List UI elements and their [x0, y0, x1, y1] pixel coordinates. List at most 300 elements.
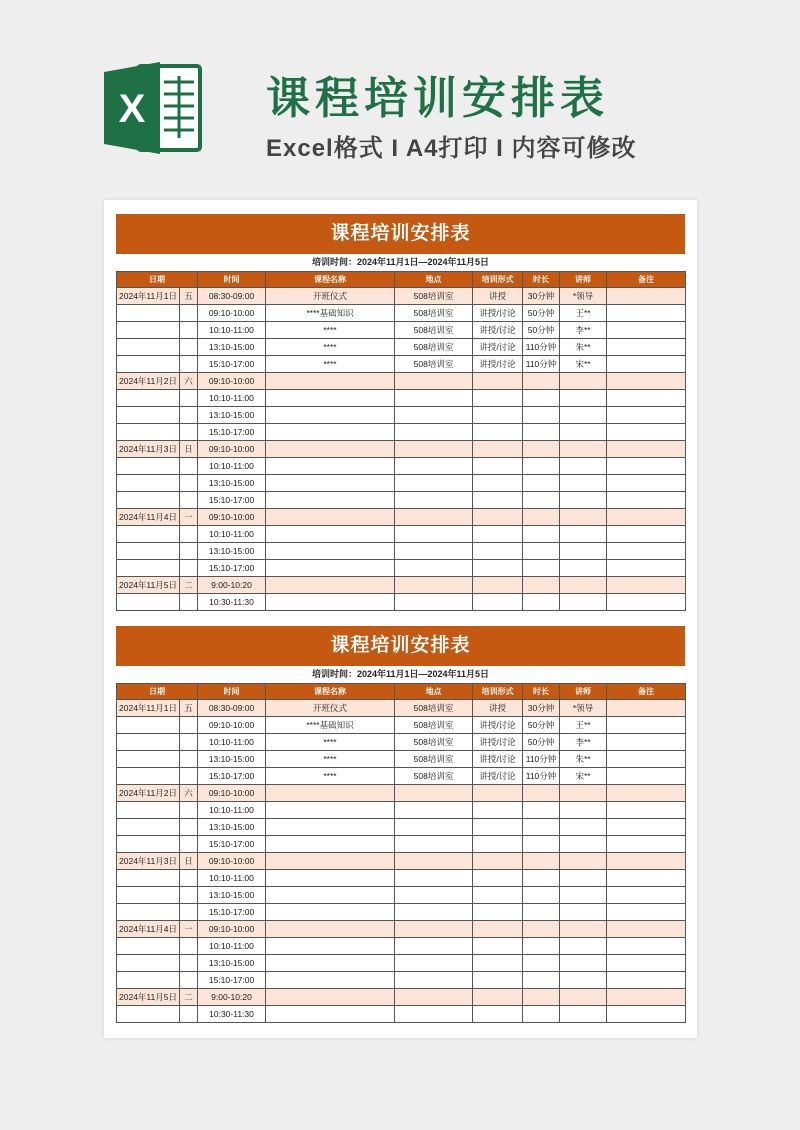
cell-course [266, 424, 395, 441]
cell-format: 讲授/讨论 [473, 356, 523, 373]
cell-date [117, 458, 180, 475]
cell-remark [607, 802, 686, 819]
cell-time: 10:10-11:00 [198, 322, 266, 339]
excel-icon [104, 60, 204, 156]
column-header-date: 日期 [117, 272, 198, 288]
cell-time: 13:10-15:00 [198, 955, 266, 972]
cell-format: 讲授/讨论 [473, 339, 523, 356]
cell-duration [523, 785, 560, 802]
cell-date [117, 560, 180, 577]
cell-course [266, 543, 395, 560]
cell-format [473, 785, 523, 802]
cell-course [266, 1006, 395, 1023]
cell-duration [523, 424, 560, 441]
cell-remark [607, 543, 686, 560]
cell-duration [523, 921, 560, 938]
cell-time: 09:10-10:00 [198, 509, 266, 526]
cell-location: 508培训室 [395, 322, 473, 339]
cell-date: 2024年11月1日 [117, 700, 180, 717]
cell-time: 10:10-11:00 [198, 390, 266, 407]
cell-format [473, 989, 523, 1006]
cell-lecturer [560, 1006, 607, 1023]
cell-duration: 50分钟 [523, 322, 560, 339]
cell-duration [523, 492, 560, 509]
cell-course [266, 802, 395, 819]
cell-date [117, 734, 180, 751]
cell-location: 508培训室 [395, 751, 473, 768]
cell-lecturer [560, 560, 607, 577]
table-row [117, 870, 686, 887]
cell-format [473, 887, 523, 904]
page-title: 课程培训安排表 [266, 74, 609, 123]
table-row [117, 288, 686, 305]
cell-remark [607, 887, 686, 904]
cell-weekday: 二 [180, 989, 198, 1006]
cell-time: 13:10-15:00 [198, 751, 266, 768]
cell-course [266, 955, 395, 972]
cell-time: 15:10-17:00 [198, 424, 266, 441]
cell-time: 15:10-17:00 [198, 492, 266, 509]
cell-duration [523, 904, 560, 921]
cell-course [266, 390, 395, 407]
table-row [117, 543, 686, 560]
cell-remark [607, 921, 686, 938]
cell-location: 508培训室 [395, 288, 473, 305]
cell-location [395, 577, 473, 594]
cell-location [395, 424, 473, 441]
cell-course [266, 594, 395, 611]
cell-duration: 110分钟 [523, 356, 560, 373]
cell-remark [607, 356, 686, 373]
cell-date [117, 717, 180, 734]
cell-duration [523, 475, 560, 492]
cell-date: 2024年11月3日 [117, 441, 180, 458]
training-period: 培训时间：2024年11月1日—2024年11月5日 [311, 669, 490, 679]
column-header-duration: 时长 [523, 272, 560, 288]
schedule-table [116, 683, 686, 1023]
cell-lecturer [560, 407, 607, 424]
cell-lecturer [560, 543, 607, 560]
cell-time: 13:10-15:00 [198, 887, 266, 904]
cell-weekday: 二 [180, 577, 198, 594]
cell-time: 15:10-17:00 [198, 768, 266, 785]
cell-lecturer: 王** [560, 717, 607, 734]
cell-lecturer [560, 475, 607, 492]
cell-time: 10:10-11:00 [198, 734, 266, 751]
cell-weekday: 一 [180, 921, 198, 938]
cell-time: 09:10-10:00 [198, 785, 266, 802]
cell-location [395, 543, 473, 560]
cell-weekday [180, 836, 198, 853]
cell-lecturer: 李** [560, 734, 607, 751]
cell-course [266, 904, 395, 921]
cell-date [117, 1006, 180, 1023]
table-row [117, 475, 686, 492]
cell-lecturer [560, 887, 607, 904]
cell-time: 09:10-10:00 [198, 921, 266, 938]
table-row [117, 989, 686, 1006]
cell-course [266, 836, 395, 853]
cell-weekday [180, 356, 198, 373]
table-row [117, 594, 686, 611]
schedule-table [116, 271, 686, 611]
table-row [117, 339, 686, 356]
cell-course [266, 989, 395, 1006]
document-paper [104, 200, 697, 1038]
cell-weekday [180, 594, 198, 611]
cell-format: 讲授/讨论 [473, 305, 523, 322]
cell-remark [607, 734, 686, 751]
cell-weekday [180, 305, 198, 322]
schedule-sheet-1 [116, 214, 685, 611]
cell-duration: 110分钟 [523, 751, 560, 768]
column-header-location: 地点 [395, 272, 473, 288]
cell-course [266, 526, 395, 543]
cell-date: 2024年11月1日 [117, 288, 180, 305]
cell-duration: 50分钟 [523, 717, 560, 734]
cell-format [473, 407, 523, 424]
cell-lecturer [560, 441, 607, 458]
cell-remark [607, 492, 686, 509]
cell-lecturer: *领导 [560, 288, 607, 305]
cell-date [117, 475, 180, 492]
table-row [117, 785, 686, 802]
cell-course [266, 441, 395, 458]
excel-icon-letter: X [118, 87, 146, 131]
column-header-format: 培训形式 [473, 684, 523, 700]
cell-duration [523, 887, 560, 904]
cell-location [395, 560, 473, 577]
cell-course [266, 509, 395, 526]
cell-time: 9:00-10:20 [198, 577, 266, 594]
table-row [117, 904, 686, 921]
cell-format: 讲授/讨论 [473, 717, 523, 734]
cell-lecturer [560, 594, 607, 611]
cell-course [266, 853, 395, 870]
table-body [117, 288, 686, 611]
cell-location [395, 904, 473, 921]
cell-duration [523, 972, 560, 989]
cell-location [395, 921, 473, 938]
cell-weekday [180, 475, 198, 492]
sheet-title: 课程培训安排表 [116, 214, 685, 254]
cell-duration: 110分钟 [523, 339, 560, 356]
cell-duration [523, 441, 560, 458]
cell-weekday [180, 734, 198, 751]
cell-time: 15:10-17:00 [198, 356, 266, 373]
cell-lecturer [560, 802, 607, 819]
cell-location [395, 475, 473, 492]
cell-remark [607, 955, 686, 972]
cell-date [117, 526, 180, 543]
column-header-remark: 备注 [607, 684, 686, 700]
cell-weekday [180, 802, 198, 819]
cell-course [266, 870, 395, 887]
cell-course [266, 577, 395, 594]
cell-format [473, 802, 523, 819]
cell-remark [607, 938, 686, 955]
table-row [117, 887, 686, 904]
cell-location [395, 836, 473, 853]
table-row [117, 751, 686, 768]
cell-date [117, 390, 180, 407]
cell-date: 2024年11月5日 [117, 577, 180, 594]
cell-time: 09:10-10:00 [198, 305, 266, 322]
cell-location [395, 373, 473, 390]
cell-duration [523, 594, 560, 611]
cell-duration [523, 989, 560, 1006]
cell-weekday: 五 [180, 288, 198, 305]
cell-format: 讲授 [473, 700, 523, 717]
cell-time: 10:30-11:30 [198, 1006, 266, 1023]
column-header-date: 日期 [117, 684, 198, 700]
table-row [117, 424, 686, 441]
cell-course [266, 458, 395, 475]
table-row [117, 836, 686, 853]
table-row [117, 1006, 686, 1023]
cell-format [473, 526, 523, 543]
cell-location [395, 390, 473, 407]
cell-lecturer [560, 989, 607, 1006]
cell-date [117, 543, 180, 560]
table-row [117, 322, 686, 339]
cell-weekday [180, 1006, 198, 1023]
cell-lecturer [560, 526, 607, 543]
cell-duration: 30分钟 [523, 288, 560, 305]
cell-format [473, 458, 523, 475]
table-row [117, 373, 686, 390]
cell-time: 10:10-11:00 [198, 870, 266, 887]
cell-duration: 50分钟 [523, 305, 560, 322]
cell-weekday [180, 492, 198, 509]
cell-time: 13:10-15:00 [198, 407, 266, 424]
cell-duration [523, 390, 560, 407]
cell-lecturer [560, 870, 607, 887]
cell-weekday [180, 407, 198, 424]
cell-lecturer: 宋** [560, 356, 607, 373]
cell-duration [523, 955, 560, 972]
table-row [117, 955, 686, 972]
cell-location [395, 526, 473, 543]
cell-time: 09:10-10:00 [198, 441, 266, 458]
cell-weekday: 一 [180, 509, 198, 526]
cell-remark [607, 836, 686, 853]
cell-location [395, 802, 473, 819]
cell-weekday [180, 972, 198, 989]
cell-location: 508培训室 [395, 734, 473, 751]
cell-course: **** [266, 768, 395, 785]
cell-lecturer: 王** [560, 305, 607, 322]
cell-time: 08:30-09:00 [198, 288, 266, 305]
cell-remark [607, 305, 686, 322]
cell-lecturer: 朱** [560, 751, 607, 768]
table-row [117, 921, 686, 938]
cell-date [117, 955, 180, 972]
cell-weekday: 日 [180, 853, 198, 870]
cell-date: 2024年11月2日 [117, 373, 180, 390]
cell-course [266, 560, 395, 577]
cell-time: 9:00-10:20 [198, 989, 266, 1006]
table-row [117, 458, 686, 475]
cell-format: 讲授 [473, 288, 523, 305]
cell-format: 讲授/讨论 [473, 768, 523, 785]
cell-duration [523, 407, 560, 424]
table-row [117, 305, 686, 322]
cell-course: **** [266, 339, 395, 356]
cell-remark [607, 1006, 686, 1023]
cell-duration [523, 509, 560, 526]
cell-date [117, 322, 180, 339]
cell-weekday [180, 543, 198, 560]
cell-duration: 50分钟 [523, 734, 560, 751]
cell-time: 10:10-11:00 [198, 526, 266, 543]
column-header-lecturer: 讲师 [560, 684, 607, 700]
table-row [117, 390, 686, 407]
cell-location [395, 407, 473, 424]
cell-format [473, 560, 523, 577]
cell-weekday: 六 [180, 785, 198, 802]
column-header-time: 时间 [198, 272, 266, 288]
cell-remark [607, 407, 686, 424]
table-header-row [117, 684, 686, 700]
page-subtitle: Excel格式 I A4打印 I 内容可修改 [266, 135, 637, 162]
cell-weekday [180, 717, 198, 734]
cell-location [395, 594, 473, 611]
cell-date [117, 424, 180, 441]
cell-course [266, 921, 395, 938]
cell-remark [607, 526, 686, 543]
cell-format [473, 904, 523, 921]
cell-time: 10:30-11:30 [198, 594, 266, 611]
cell-location [395, 492, 473, 509]
table-row [117, 768, 686, 785]
cell-remark [607, 509, 686, 526]
cell-time: 13:10-15:00 [198, 819, 266, 836]
cell-location [395, 887, 473, 904]
cell-format [473, 390, 523, 407]
cell-date: 2024年11月4日 [117, 509, 180, 526]
cell-location [395, 955, 473, 972]
cell-weekday: 日 [180, 441, 198, 458]
cell-format: 讲授/讨论 [473, 751, 523, 768]
cell-location [395, 819, 473, 836]
cell-lecturer [560, 972, 607, 989]
cell-weekday [180, 751, 198, 768]
cell-location [395, 441, 473, 458]
cell-date: 2024年11月2日 [117, 785, 180, 802]
table-row [117, 356, 686, 373]
table-body [117, 700, 686, 1023]
cell-weekday [180, 560, 198, 577]
cell-lecturer [560, 955, 607, 972]
cell-date: 2024年11月4日 [117, 921, 180, 938]
cell-weekday [180, 819, 198, 836]
cell-remark [607, 390, 686, 407]
cell-remark [607, 458, 686, 475]
table-row [117, 938, 686, 955]
table-row [117, 717, 686, 734]
cell-lecturer [560, 853, 607, 870]
cell-duration [523, 870, 560, 887]
table-row [117, 700, 686, 717]
cell-duration [523, 458, 560, 475]
cell-time: 13:10-15:00 [198, 339, 266, 356]
cell-lecturer [560, 904, 607, 921]
table-row [117, 526, 686, 543]
cell-remark [607, 904, 686, 921]
schedule-sheet-2 [116, 626, 685, 1023]
cell-location [395, 785, 473, 802]
cell-course: ****基础知识 [266, 717, 395, 734]
cell-time: 15:10-17:00 [198, 972, 266, 989]
cell-remark [607, 424, 686, 441]
cell-date [117, 305, 180, 322]
cell-course: **** [266, 734, 395, 751]
cell-format: 讲授/讨论 [473, 322, 523, 339]
cell-lecturer [560, 373, 607, 390]
cell-format [473, 441, 523, 458]
table-row [117, 819, 686, 836]
cell-duration [523, 819, 560, 836]
cell-location: 508培训室 [395, 356, 473, 373]
cell-location: 508培训室 [395, 700, 473, 717]
cell-location [395, 458, 473, 475]
cell-location [395, 938, 473, 955]
cell-remark [607, 373, 686, 390]
cell-course [266, 407, 395, 424]
cell-format [473, 972, 523, 989]
cell-lecturer [560, 424, 607, 441]
cell-remark [607, 288, 686, 305]
cell-weekday [180, 424, 198, 441]
cell-date [117, 870, 180, 887]
cell-weekday [180, 904, 198, 921]
cell-time: 10:10-11:00 [198, 802, 266, 819]
cell-remark [607, 785, 686, 802]
cell-format [473, 475, 523, 492]
cell-time: 15:10-17:00 [198, 904, 266, 921]
cell-lecturer [560, 921, 607, 938]
cell-date [117, 492, 180, 509]
cell-remark [607, 577, 686, 594]
cell-remark [607, 819, 686, 836]
table-row [117, 972, 686, 989]
cell-lecturer: 朱** [560, 339, 607, 356]
cell-lecturer [560, 458, 607, 475]
cell-course: ****基础知识 [266, 305, 395, 322]
cell-weekday [180, 887, 198, 904]
cell-lecturer [560, 577, 607, 594]
table-row [117, 407, 686, 424]
cell-location [395, 509, 473, 526]
cell-remark [607, 768, 686, 785]
cell-course [266, 972, 395, 989]
cell-remark [607, 717, 686, 734]
cell-lecturer [560, 509, 607, 526]
cell-date [117, 407, 180, 424]
cell-location: 508培训室 [395, 305, 473, 322]
cell-format [473, 955, 523, 972]
column-header-location: 地点 [395, 684, 473, 700]
cell-remark [607, 475, 686, 492]
cell-lecturer: 李** [560, 322, 607, 339]
cell-duration: 110分钟 [523, 768, 560, 785]
column-header-course: 课程名称 [266, 684, 395, 700]
cell-remark [607, 441, 686, 458]
table-row [117, 734, 686, 751]
cell-date [117, 339, 180, 356]
cell-format [473, 509, 523, 526]
